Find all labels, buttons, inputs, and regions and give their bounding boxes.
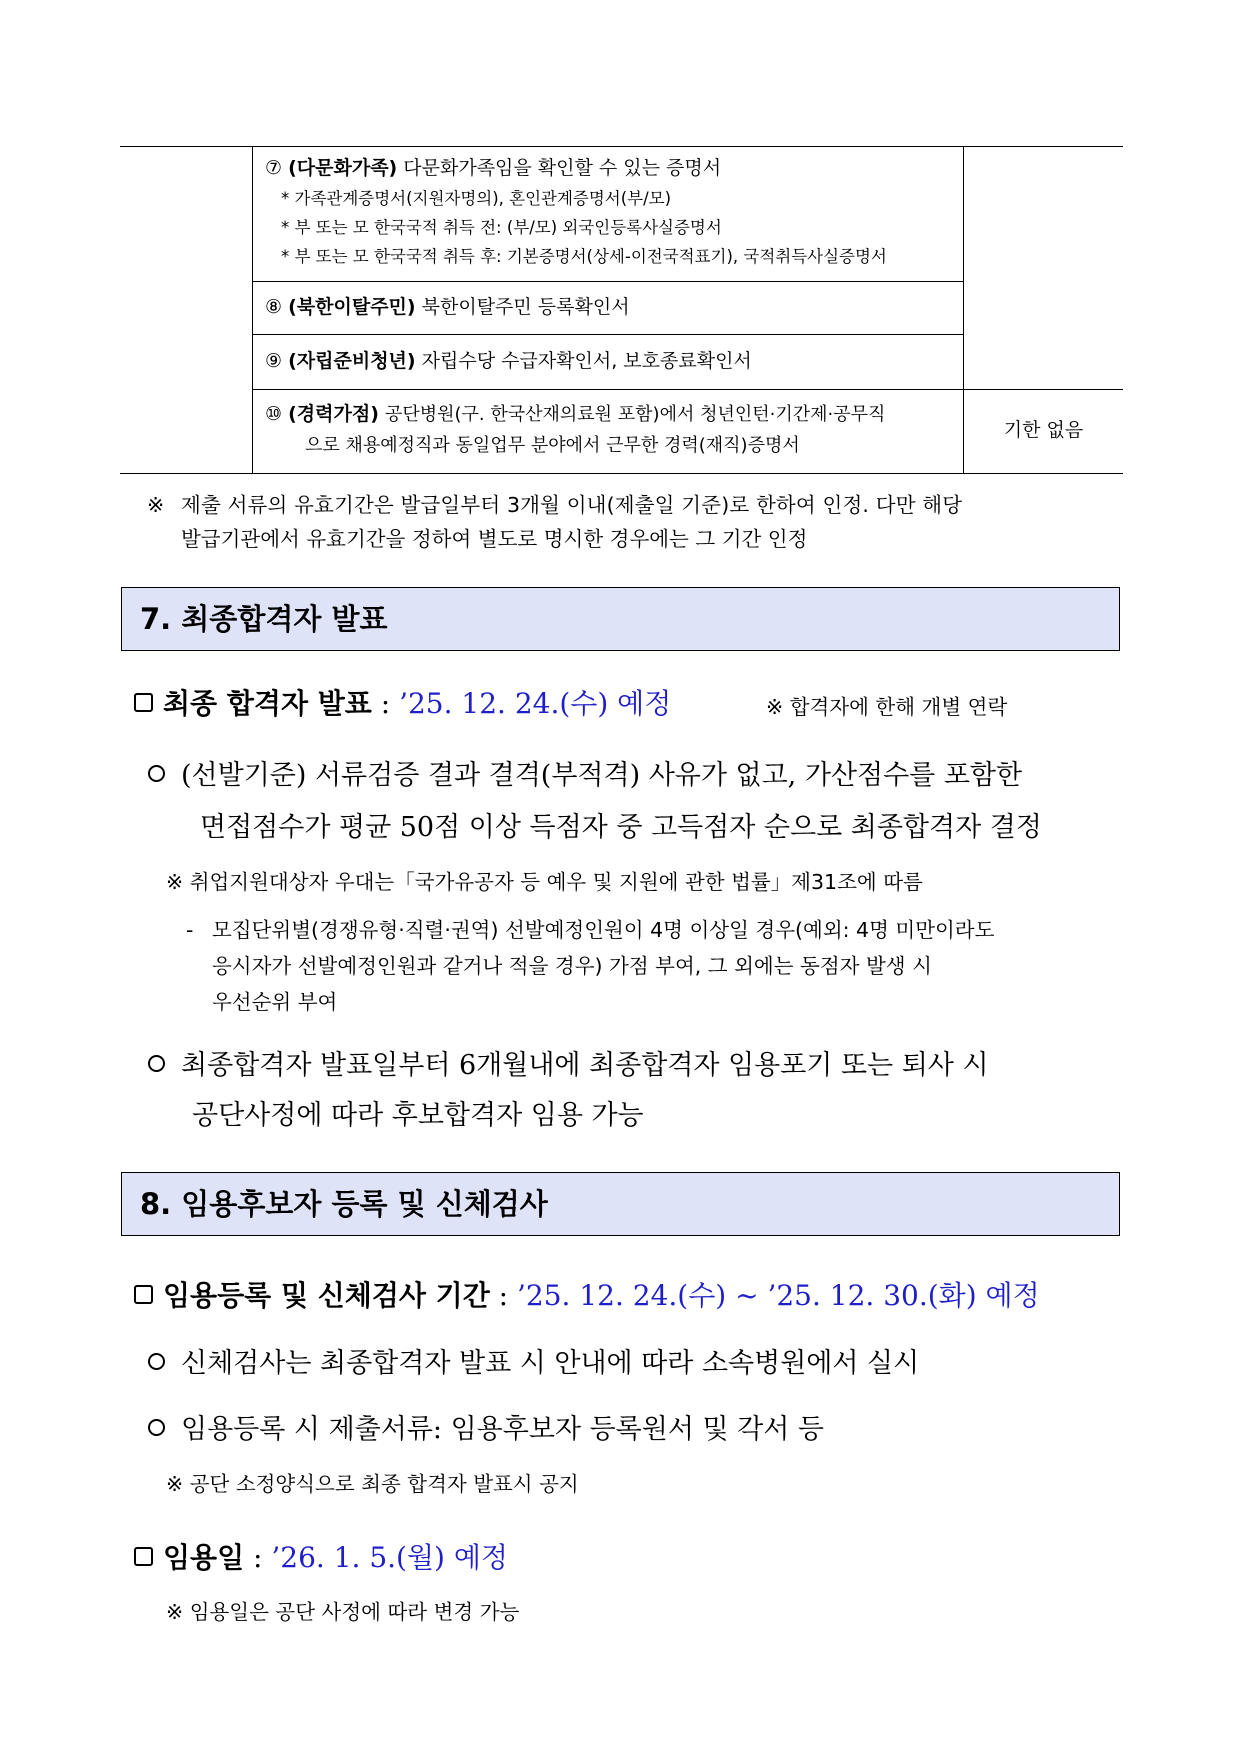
table-row-multicultural xyxy=(120,147,1123,282)
criteria-2-line2: 공단사정에 따라 후보합격자 임용 가능 xyxy=(192,1100,644,1131)
criteria-1-line1: (선발기준) 서류검증 결과 결격(부적격) 사유가 없고, 가산점수를 포함한 xyxy=(148,756,1022,796)
row9-text: ⑨ (자립준비청년) 자립수당 수급자확인서, 보호종료확인서 xyxy=(265,350,752,372)
registration-docs-item: 임용등록 시 제출서류: 임용후보자 등록원서 및 각서 등 xyxy=(148,1410,824,1450)
section-8-title: 8. 임용후보자 등록 및 신체검사 xyxy=(140,1187,548,1221)
final-announce-note: ※ 합격자에 한해 개별 연락 xyxy=(766,695,1008,719)
section-7-header xyxy=(121,587,1120,651)
table-row-career xyxy=(120,390,1123,473)
preference-note: ※ 취업지원대상자 우대는「국가유공자 등 예우 및 지원에 관한 법률」제31조에 따름 xyxy=(166,870,923,894)
row7-sub-3: * 부 또는 모 한국국적 취득 후: 기본증명서(상세-이전국적표기), 국적취득사실증명서 xyxy=(281,247,887,266)
criteria-2-line1: 최종합격자 발표일부터 6개월내에 최종합격자 임용포기 또는 퇴사 시 xyxy=(148,1046,989,1086)
dash-line2: 응시자가 선발예정인원과 같거나 적을 경우) 가점 부여, 그 외에는 동점자 발생 시 xyxy=(212,954,932,978)
validity-note-line2: 발급기관에서 유효기간을 정하여 별도로 명시한 경우에는 그 기간 인정 xyxy=(181,527,808,551)
circle-bullet-icon xyxy=(148,765,165,782)
row10-text-1: ⑩ (경력가점) 공단병원(구. 한국산재의료원 포함)에서 청년인턴·기간제·공무직 xyxy=(265,403,886,425)
dash-line1: 모집단위별(경쟁유형·직렬·권역) 선발예정인원이 4명 이상일 경우(예외: 4명 미만이라도 xyxy=(212,918,995,942)
documents-table xyxy=(120,146,1123,474)
circle-bullet-icon xyxy=(148,1419,165,1436)
checkbox-square-icon xyxy=(134,1285,153,1304)
checkbox-square-icon xyxy=(134,693,153,712)
table-row-north-defector xyxy=(120,282,1123,335)
circle-bullet-icon xyxy=(148,1055,165,1072)
row7-sub-1: * 가족관계증명서(지원자명의), 혼인관계증명서(부/모) xyxy=(281,189,672,208)
table-row-self-reliance xyxy=(120,335,1123,390)
dash-mark: - xyxy=(186,918,194,942)
final-announce-date: ’25. 12. 24.(수) 예정 xyxy=(399,687,672,720)
row7-sub-2: * 부 또는 모 한국국적 취득 전: (부/모) 외국인등록사실증명서 xyxy=(281,218,722,237)
appointment-date-label: 임용일 xyxy=(163,1541,245,1574)
deadline-cell: 기한 없음 xyxy=(1003,419,1084,441)
circle-bullet-icon xyxy=(148,1353,165,1370)
registration-period-label: 임용등록 및 신체검사 기간 xyxy=(163,1279,490,1312)
section-7-title: 7. 최종합격자 발표 xyxy=(140,602,388,636)
section-8-header xyxy=(121,1172,1120,1236)
form-note: ※ 공단 소정양식으로 최종 합격자 발표시 공지 xyxy=(166,1472,579,1496)
validity-note-line1: 제출 서류의 유효기간은 발급일부터 3개월 이내(제출일 기준)로 한하여 인정. 다만 해당 xyxy=(181,493,963,517)
appointment-note: ※ 임용일은 공단 사정에 따라 변경 가능 xyxy=(166,1600,520,1624)
row7-text: ⑦ (다문화가족) 다문화가족임을 확인할 수 있는 증명서 xyxy=(265,157,722,179)
registration-period-date: ’25. 12. 24.(수) ~ ’25. 12. 30.(화) 예정 xyxy=(517,1279,1040,1312)
checkbox-square-icon xyxy=(134,1547,153,1566)
row8-text: ⑧ (북한이탈주민) 북한이탈주민 등록확인서 xyxy=(265,296,630,318)
appointment-date-line: 임용일 : ’26. 1. 5.(월) 예정 xyxy=(134,1538,508,1578)
final-announce-label: 최종 합격자 발표 xyxy=(163,687,372,720)
final-announce-line: 최종 합격자 발표 : ’25. 12. 24.(수) 예정 xyxy=(134,684,671,724)
validity-note-mark: ※ xyxy=(147,493,165,517)
row10-text-2: 으로 채용예정직과 동일업무 분야에서 근무한 경력(재직)증명서 xyxy=(305,435,800,456)
dash-line3: 우선순위 부여 xyxy=(212,990,338,1014)
criteria-1-line2: 면접점수가 평균 50점 이상 득점자 중 고득점자 순으로 최종합격자 결정 xyxy=(200,812,1042,843)
physical-exam-item: 신체검사는 최종합격자 발표 시 안내에 따라 소속병원에서 실시 xyxy=(148,1344,919,1384)
registration-period-line: 임용등록 및 신체검사 기간 : ’25. 12. 24.(수) ~ ’25. 12. 30.(화) 예정 xyxy=(134,1276,1040,1316)
appointment-date-value: ’26. 1. 5.(월) 예정 xyxy=(271,1541,508,1574)
